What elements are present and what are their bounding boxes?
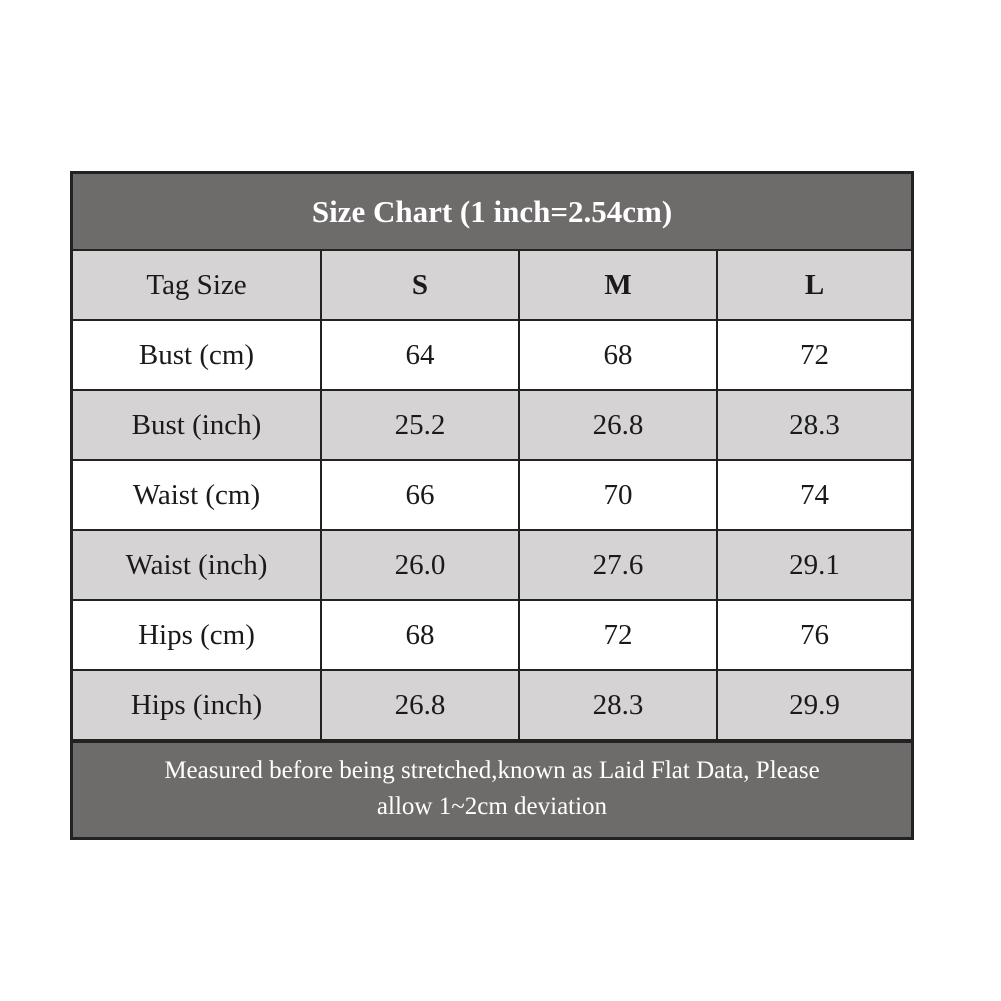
table-row [73,320,911,390]
table-cell: 29.9 [717,670,911,740]
table-cell: 76 [717,600,911,670]
header-row [73,251,911,320]
table-row [73,530,911,600]
table-cell: 26.8 [519,390,717,460]
row-label: Waist (cm) [73,460,321,530]
size-table [73,251,911,741]
table-cell: 26.8 [321,670,519,740]
table-cell: 28.3 [717,390,911,460]
table-cell: 74 [717,460,911,530]
size-l-header: L [717,251,911,320]
table-cell: 28.3 [519,670,717,740]
table-cell: 72 [519,600,717,670]
table-cell: 26.0 [321,530,519,600]
row-label: Bust (inch) [73,390,321,460]
table-row [73,460,911,530]
table-row [73,670,911,740]
measurement-note [73,741,911,837]
table-cell: 29.1 [717,530,911,600]
table-cell: 27.6 [519,530,717,600]
row-label: Waist (inch) [73,530,321,600]
row-label: Hips (cm) [73,600,321,670]
table-row [73,390,911,460]
size-chart [70,171,914,840]
table-cell: 64 [321,320,519,390]
tag-size-header: Tag Size [73,251,321,320]
table-cell: 68 [321,600,519,670]
table-cell: 25.2 [321,390,519,460]
table-row [73,600,911,670]
size-m-header: M [519,251,717,320]
table-cell: 66 [321,460,519,530]
table-cell: 72 [717,320,911,390]
row-label: Hips (inch) [73,670,321,740]
measurement-note-line1: Measured before being stretched,known as Laid Flat Data, Please [164,757,820,784]
table-cell: 68 [519,320,717,390]
size-s-header: S [321,251,519,320]
size-chart-title: Size Chart (1 inch=2.54cm) [73,174,911,251]
table-cell: 70 [519,460,717,530]
measurement-note-line2: allow 1~2cm deviation [376,793,608,820]
row-label: Bust (cm) [73,320,321,390]
